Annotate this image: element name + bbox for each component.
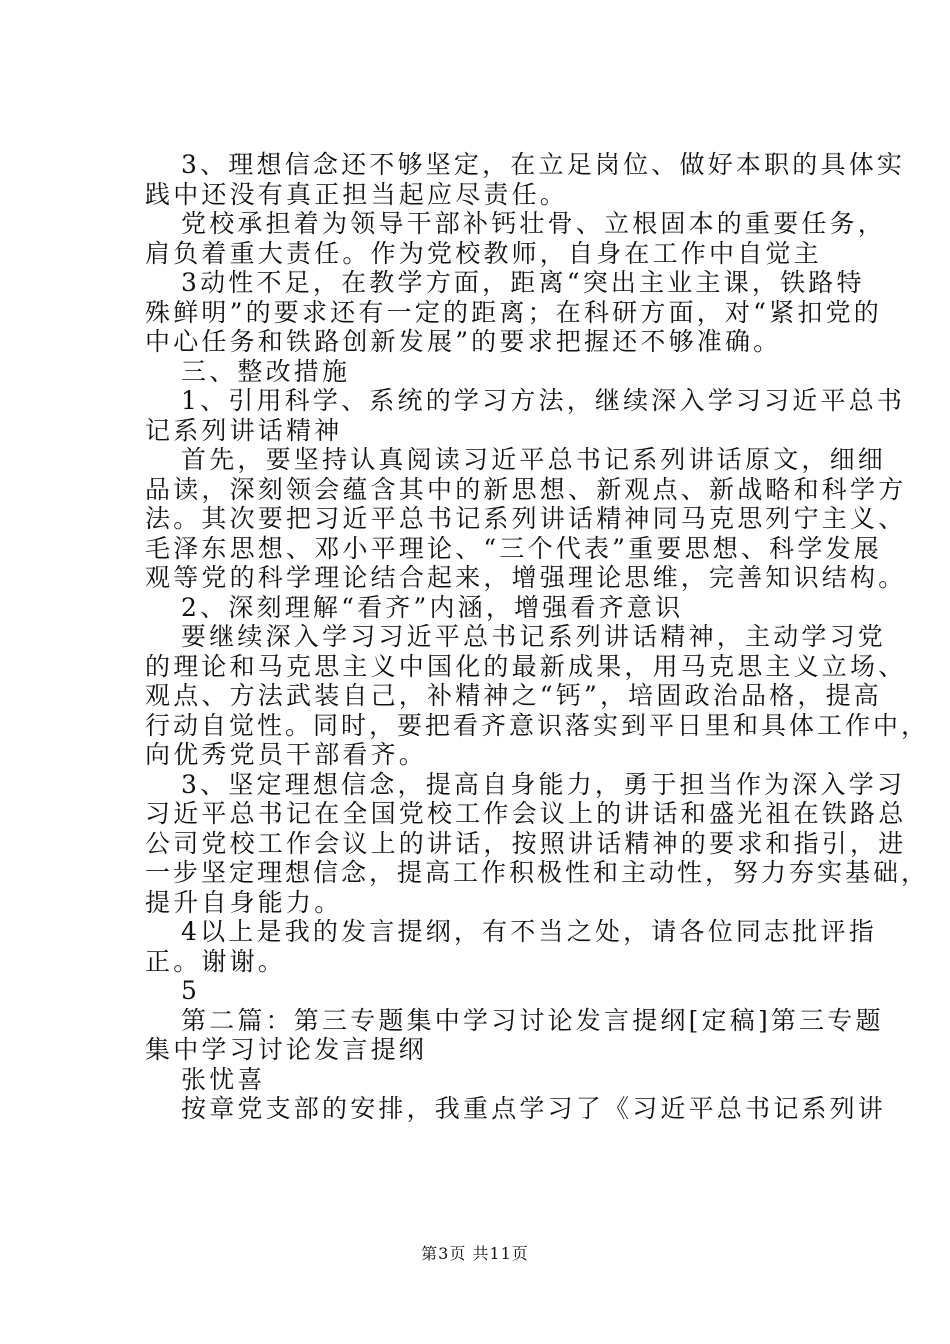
- text-line: 中心任务和铁路创新发展”的要求把握还不够准确。: [145, 327, 782, 356]
- text-line: 张忧喜: [181, 1064, 266, 1094]
- text-line: 3、理想信念还不够坚定，在立足岗位、做好本职的具体实: [181, 150, 906, 179]
- text-line: 4以上是我的发言提纲，有不当之处，请各位同志批评指: [181, 917, 877, 946]
- text-line: 第二篇：第三专题集中学习讨论发言提纲[定稿]第三专题: [181, 1005, 884, 1035]
- text-line: 习近平总书记在全国党校工作会议上的讲话和盛光祖在铁路总: [145, 799, 907, 828]
- text-line: 法。其次要把习近平总书记系列讲话精神同马克思列宁主义、: [145, 504, 907, 533]
- text-line: 殊鲜明”的要求还有一定的距离；在科研方面，对“紧扣党的: [145, 297, 882, 327]
- text-line: 集中学习讨论发言提纲: [145, 1035, 428, 1064]
- text-line: 5: [181, 976, 201, 1005]
- text-line: 首先，要坚持认真阅读习近平总书记系列讲话原文，细细: [181, 445, 887, 474]
- text-line: 践中还没有真正担当起应尽责任。: [145, 179, 569, 209]
- text-line: 提升自身能力。: [145, 887, 343, 917]
- text-line: 党校承担着为领导干部补钙壮骨、立根固本的重要任务，: [181, 209, 887, 238]
- document-body: [145, 150, 930, 1124]
- text-line: 观点、方法武装自己，补精神之“钙”，培固政治品格，提高: [145, 681, 882, 710]
- page-footer: 第3页 共11页: [421, 1244, 529, 1263]
- text-line: 品读，深刻领会蕴含其中的新思想、新观点、新战略和科学方: [145, 474, 907, 504]
- text-line: 三、整改措施: [181, 356, 351, 386]
- text-line: 观等党的科学理论结合起来，增强理论思维，完善知识结构。: [145, 563, 907, 592]
- text-line: 3动性不足，在教学方面，距离“突出主业主课，铁路特: [181, 268, 865, 297]
- text-line: 向优秀党员干部看齐。: [145, 740, 428, 769]
- text-line: 行动自觉性。同时，要把看齐意识落实到平日里和具体工作中，: [145, 710, 930, 740]
- text-line: 正。谢谢。: [145, 946, 287, 976]
- text-line: 的理论和马克思主义中国化的最新成果，用马克思主义立场、: [145, 651, 907, 681]
- text-line: 3、坚定理想信念，提高自身能力，勇于担当作为深入学习: [181, 769, 906, 799]
- text-line: 一步坚定理想信念，提高工作积极性和主动性，努力夯实基础，: [145, 858, 930, 887]
- text-line: 公司党校工作会议上的讲话，按照讲话精神的要求和指引，进: [145, 828, 907, 858]
- text-line: 记系列讲话精神: [145, 415, 343, 445]
- text-line: 肩负着重大责任。作为党校教师，自身在工作中自觉主: [145, 238, 822, 268]
- text-line: 2、深刻理解“看齐”内涵，增强看齐意识: [181, 592, 684, 622]
- text-line: 要继续深入学习习近平总书记系列讲话精神，主动学习党: [181, 622, 887, 651]
- text-line: 毛泽东思想、邓小平理论、“三个代表”重要思想、科学发展: [145, 533, 882, 563]
- text-line: 1、引用科学、系统的学习方法，继续深入学习习近平总书: [181, 386, 906, 415]
- text-line: 按章党支部的安排，我重点学习了《习近平总书记系列讲: [181, 1094, 887, 1123]
